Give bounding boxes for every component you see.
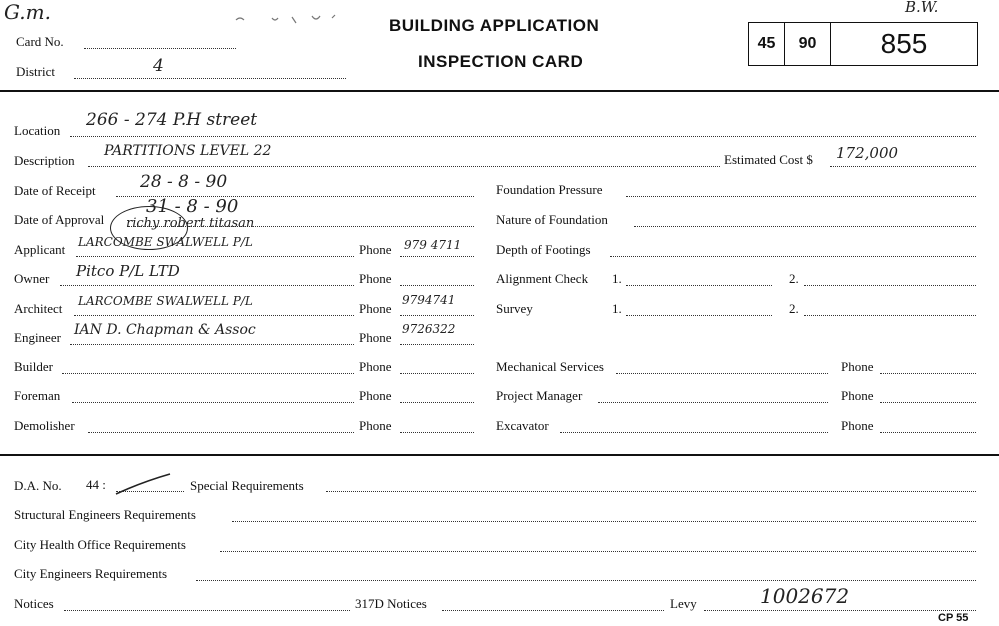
alignment-two-label: 2.	[789, 271, 799, 286]
depth-footings-label: Depth of Footings	[496, 242, 591, 257]
excavator-field[interactable]	[560, 432, 828, 433]
card-number-box	[830, 22, 978, 66]
engineer-label: Engineer	[14, 330, 61, 345]
da-slash-mark	[112, 470, 174, 498]
builder-label: Builder	[14, 359, 53, 374]
corner-note: G.m.	[4, 0, 51, 24]
da-label: D.A. No.	[14, 478, 62, 493]
survey-two-label: 2.	[789, 301, 799, 316]
title-line-2: INSPECTION CARD	[418, 52, 584, 71]
levy-field[interactable]	[704, 610, 976, 611]
owner-value: Pitco P/L LTD	[76, 262, 180, 280]
applicant-phone-label: Phone	[359, 242, 392, 257]
levy-value: 1002672	[760, 584, 850, 608]
applicant-phone: 979 4711	[404, 238, 462, 252]
demolisher-phone-label: Phone	[359, 418, 392, 433]
nature-foundation-field[interactable]	[634, 226, 976, 227]
form-code: CP 55	[938, 612, 969, 624]
demolisher-phone-field[interactable]	[400, 432, 474, 433]
description-label: Description	[14, 153, 75, 168]
engineer-phone-field[interactable]	[400, 344, 474, 345]
card-no-label: Card No.	[16, 34, 64, 49]
demolisher-label: Demolisher	[14, 418, 75, 433]
project-manager-phone-field[interactable]	[880, 402, 976, 403]
engineer-value: IAN D. Chapman & Assoc	[74, 322, 256, 338]
notices-317d-field[interactable]	[442, 610, 664, 611]
mechanical-phone-field[interactable]	[880, 373, 976, 374]
structural-field[interactable]	[232, 521, 976, 522]
excavator-label: Excavator	[496, 418, 549, 433]
title-line-1: BUILDING APPLICATION	[389, 16, 600, 35]
engineer-phone-label: Phone	[359, 330, 392, 345]
code-a: 45	[757, 35, 776, 52]
applicant-phone-field[interactable]	[400, 256, 474, 257]
code-b: 90	[798, 35, 817, 52]
district-value: 4	[153, 56, 164, 76]
survey-field-2[interactable]	[804, 315, 976, 316]
health-label: City Health Office Requirements	[14, 537, 186, 552]
survey-field-1[interactable]	[626, 315, 772, 316]
excavator-phone-label: Phone	[841, 418, 874, 433]
card-number: 855	[880, 28, 928, 59]
architect-phone-label: Phone	[359, 301, 392, 316]
code-box-b	[784, 22, 831, 66]
levy-label: Levy	[670, 596, 697, 611]
engineer-field[interactable]	[70, 344, 354, 345]
owner-phone-label: Phone	[359, 271, 392, 286]
foreman-phone-field[interactable]	[400, 402, 474, 403]
foreman-label: Foreman	[14, 388, 61, 403]
foreman-field[interactable]	[72, 402, 354, 403]
alignment-check-label: Alignment Check	[496, 271, 589, 286]
middle-rule	[0, 454, 999, 456]
special-requirements-field[interactable]	[326, 491, 976, 492]
structural-label: Structural Engineers Requirements	[14, 507, 196, 522]
notices-label: Notices	[14, 596, 54, 611]
owner-label: Owner	[14, 271, 50, 286]
city-engineers-label: City Engineers Requirements	[14, 566, 168, 581]
excavator-phone-field[interactable]	[880, 432, 976, 433]
description-field[interactable]	[88, 166, 720, 167]
approval-note: richy robert titasan	[126, 216, 255, 231]
da-value: 44 :	[86, 477, 106, 492]
date-receipt-value: 28 - 8 - 90	[140, 172, 228, 192]
project-manager-phone-label: Phone	[841, 388, 874, 403]
district-label: District	[16, 64, 55, 79]
builder-phone-label: Phone	[359, 359, 392, 374]
code-box-a	[748, 22, 785, 66]
header-rule	[0, 90, 999, 92]
survey-label: Survey	[496, 301, 533, 316]
architect-label: Architect	[14, 301, 63, 316]
foreman-phone-label: Phone	[359, 388, 392, 403]
card-no-field[interactable]	[84, 48, 236, 49]
notices-field[interactable]	[64, 610, 350, 611]
date-approval-value: 31 - 8 - 90	[146, 196, 239, 217]
engineer-phone: 9726322	[402, 322, 456, 336]
nature-foundation-label: Nature of Foundation	[496, 212, 608, 227]
foundation-pressure-label: Foundation Pressure	[496, 182, 603, 197]
survey-one-label: 1.	[612, 301, 622, 316]
estimated-cost-label: Estimated Cost $	[724, 152, 813, 167]
mechanical-label: Mechanical Services	[496, 359, 604, 374]
project-manager-label: Project Manager	[496, 388, 583, 403]
date-receipt-label: Date of Receipt	[14, 183, 96, 198]
applicant-value: LARCOMBE SWALWELL P/L	[78, 235, 253, 249]
architect-phone-field[interactable]	[400, 315, 474, 316]
bw-note: B.W.	[905, 0, 939, 16]
city-engineers-field[interactable]	[196, 580, 976, 581]
alignment-check-field-2[interactable]	[804, 285, 976, 286]
district-field[interactable]	[74, 78, 346, 79]
applicant-label: Applicant	[14, 242, 66, 257]
mechanical-phone-label: Phone	[841, 359, 874, 374]
location-value: 266 - 274 P.H street	[86, 110, 258, 130]
health-field[interactable]	[220, 551, 976, 552]
alignment-one-label: 1.	[612, 271, 622, 286]
alignment-check-field-1[interactable]	[626, 285, 772, 286]
builder-field[interactable]	[62, 373, 354, 374]
builder-phone-field[interactable]	[400, 373, 474, 374]
demolisher-field[interactable]	[88, 432, 354, 433]
owner-field[interactable]	[60, 285, 354, 286]
architect-value: LARCOMBE SWALWELL P/L	[78, 294, 253, 308]
owner-phone-field[interactable]	[400, 285, 474, 286]
foundation-pressure-field[interactable]	[626, 196, 976, 197]
architect-phone: 9794741	[402, 293, 456, 307]
depth-footings-field[interactable]	[610, 256, 976, 257]
mechanical-field[interactable]	[616, 373, 828, 374]
location-field[interactable]	[70, 136, 976, 137]
description-value: PARTITIONS LEVEL 22	[104, 143, 272, 159]
estimated-cost-value: 172,000	[836, 144, 899, 162]
architect-field[interactable]	[74, 315, 354, 316]
estimated-cost-field[interactable]	[830, 166, 976, 167]
notices-317d-label: 317D Notices	[355, 596, 427, 611]
location-label: Location	[14, 123, 61, 138]
applicant-field[interactable]	[76, 256, 354, 257]
smudge-marks	[232, 12, 352, 26]
project-manager-field[interactable]	[598, 402, 828, 403]
date-approval-label: Date of Approval	[14, 212, 105, 227]
special-requirements-label: Special Requirements	[190, 478, 304, 493]
